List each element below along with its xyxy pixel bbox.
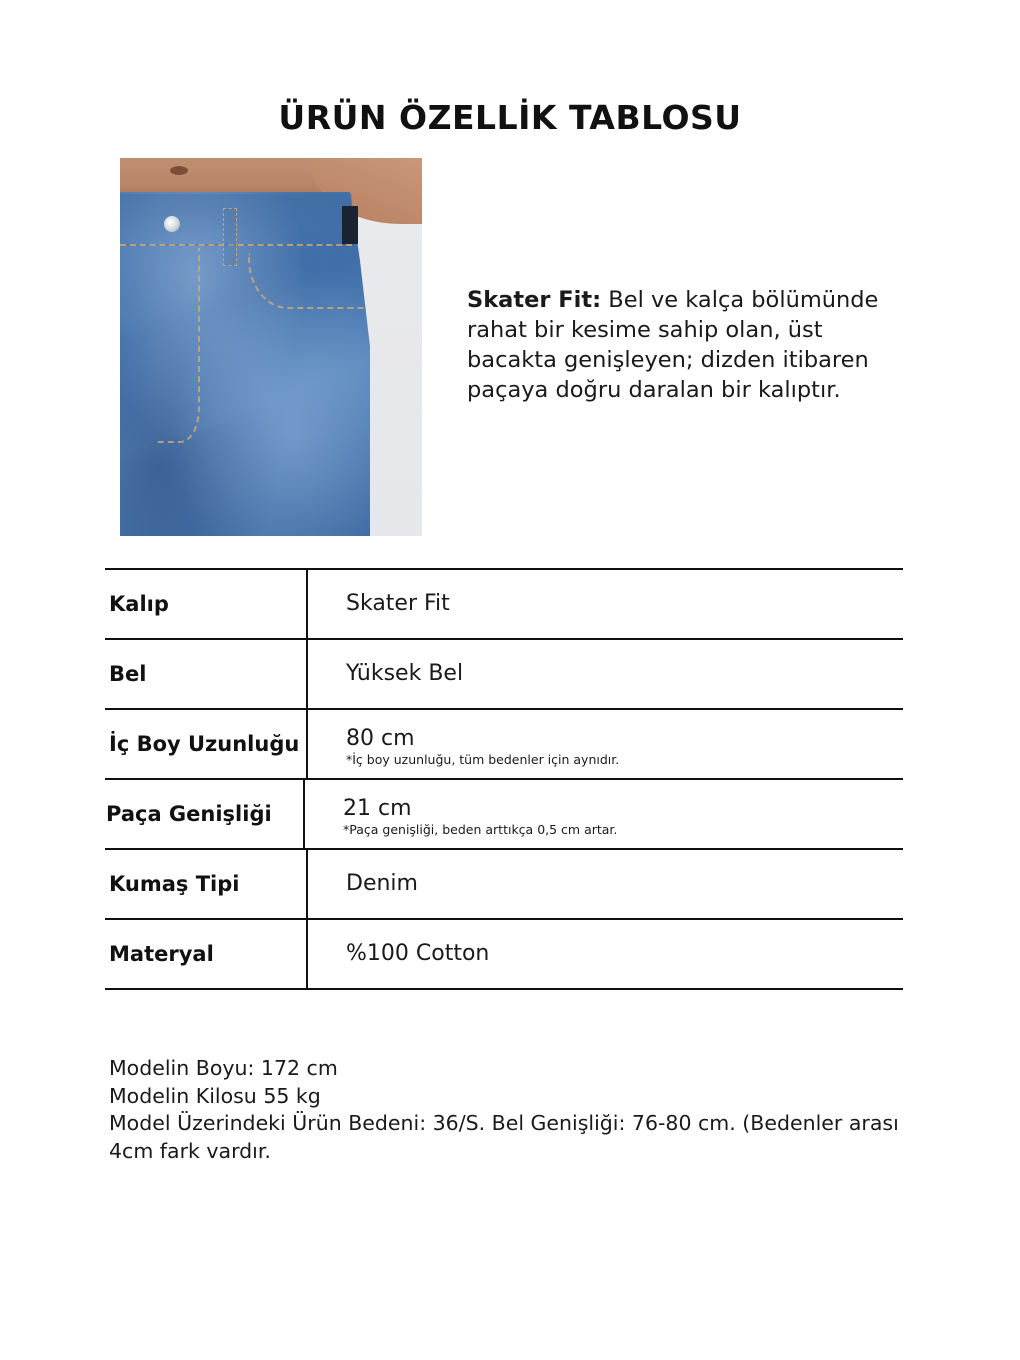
spec-label: Kalıp xyxy=(105,570,308,638)
spec-note: *İç boy uzunluğu, tüm bedenler için aynıdır. xyxy=(346,752,620,767)
spec-value-cell xyxy=(308,570,903,638)
spec-label: Paça Genişliği xyxy=(102,780,305,848)
spec-value: %100 Cotton xyxy=(346,941,490,966)
spec-label: Kumaş Tipi xyxy=(105,850,308,918)
model-size: Model Üzerindeki Ürün Bedeni: 36/S. Bel Genişliği: 76-80 cm. (Bedenler arası 4cm fark vardır. xyxy=(109,1111,899,1163)
model-weight: Modelin Kilosu 55 kg xyxy=(109,1083,321,1108)
spec-label: İç Boy Uzunluğu xyxy=(105,710,308,778)
spec-label: Bel xyxy=(105,640,308,708)
table-row xyxy=(105,778,903,848)
table-row xyxy=(105,638,903,708)
spec-value-cell xyxy=(308,850,903,918)
spec-value: Yüksek Bel xyxy=(346,661,464,686)
table-row xyxy=(105,848,903,918)
model-height: Modelin Boyu: 172 cm xyxy=(109,1056,338,1080)
spec-value-cell xyxy=(308,710,903,778)
fit-description-label: Skater Fit: xyxy=(467,287,602,313)
spec-value-cell xyxy=(308,920,903,988)
spec-note: *Paça genişliği, beden arttıkça 0,5 cm artar. xyxy=(343,822,618,837)
model-info xyxy=(109,1055,909,1165)
spec-table xyxy=(105,568,903,990)
navel-shape xyxy=(170,166,188,175)
pocket-stitch-shape xyxy=(248,253,364,309)
product-photo xyxy=(120,158,422,536)
spec-value: 21 cm xyxy=(343,796,412,821)
spec-value: 80 cm xyxy=(346,726,415,751)
fit-description xyxy=(467,285,907,405)
button-icon xyxy=(164,216,180,232)
spec-label: Materyal xyxy=(105,920,308,988)
spec-value: Skater Fit xyxy=(346,591,450,616)
fly-stitch-shape xyxy=(156,248,200,443)
spec-value-cell xyxy=(308,640,903,708)
table-row xyxy=(105,918,903,990)
table-row xyxy=(105,568,903,638)
beltloop-shape xyxy=(223,208,237,266)
page-title: ÜRÜN ÖZELLİK TABLOSU xyxy=(278,98,742,137)
table-row xyxy=(105,708,903,778)
waistband-inner-shape xyxy=(342,206,358,244)
spec-value-cell xyxy=(305,780,903,848)
spec-value: Denim xyxy=(346,871,418,896)
fit-description-text: Bel ve kalça bölümünde rahat bir kesime sahip olan, üst bacakta genişleyen; dizden itibaren paçaya doğru daralan bir kalıptır. xyxy=(467,287,879,403)
